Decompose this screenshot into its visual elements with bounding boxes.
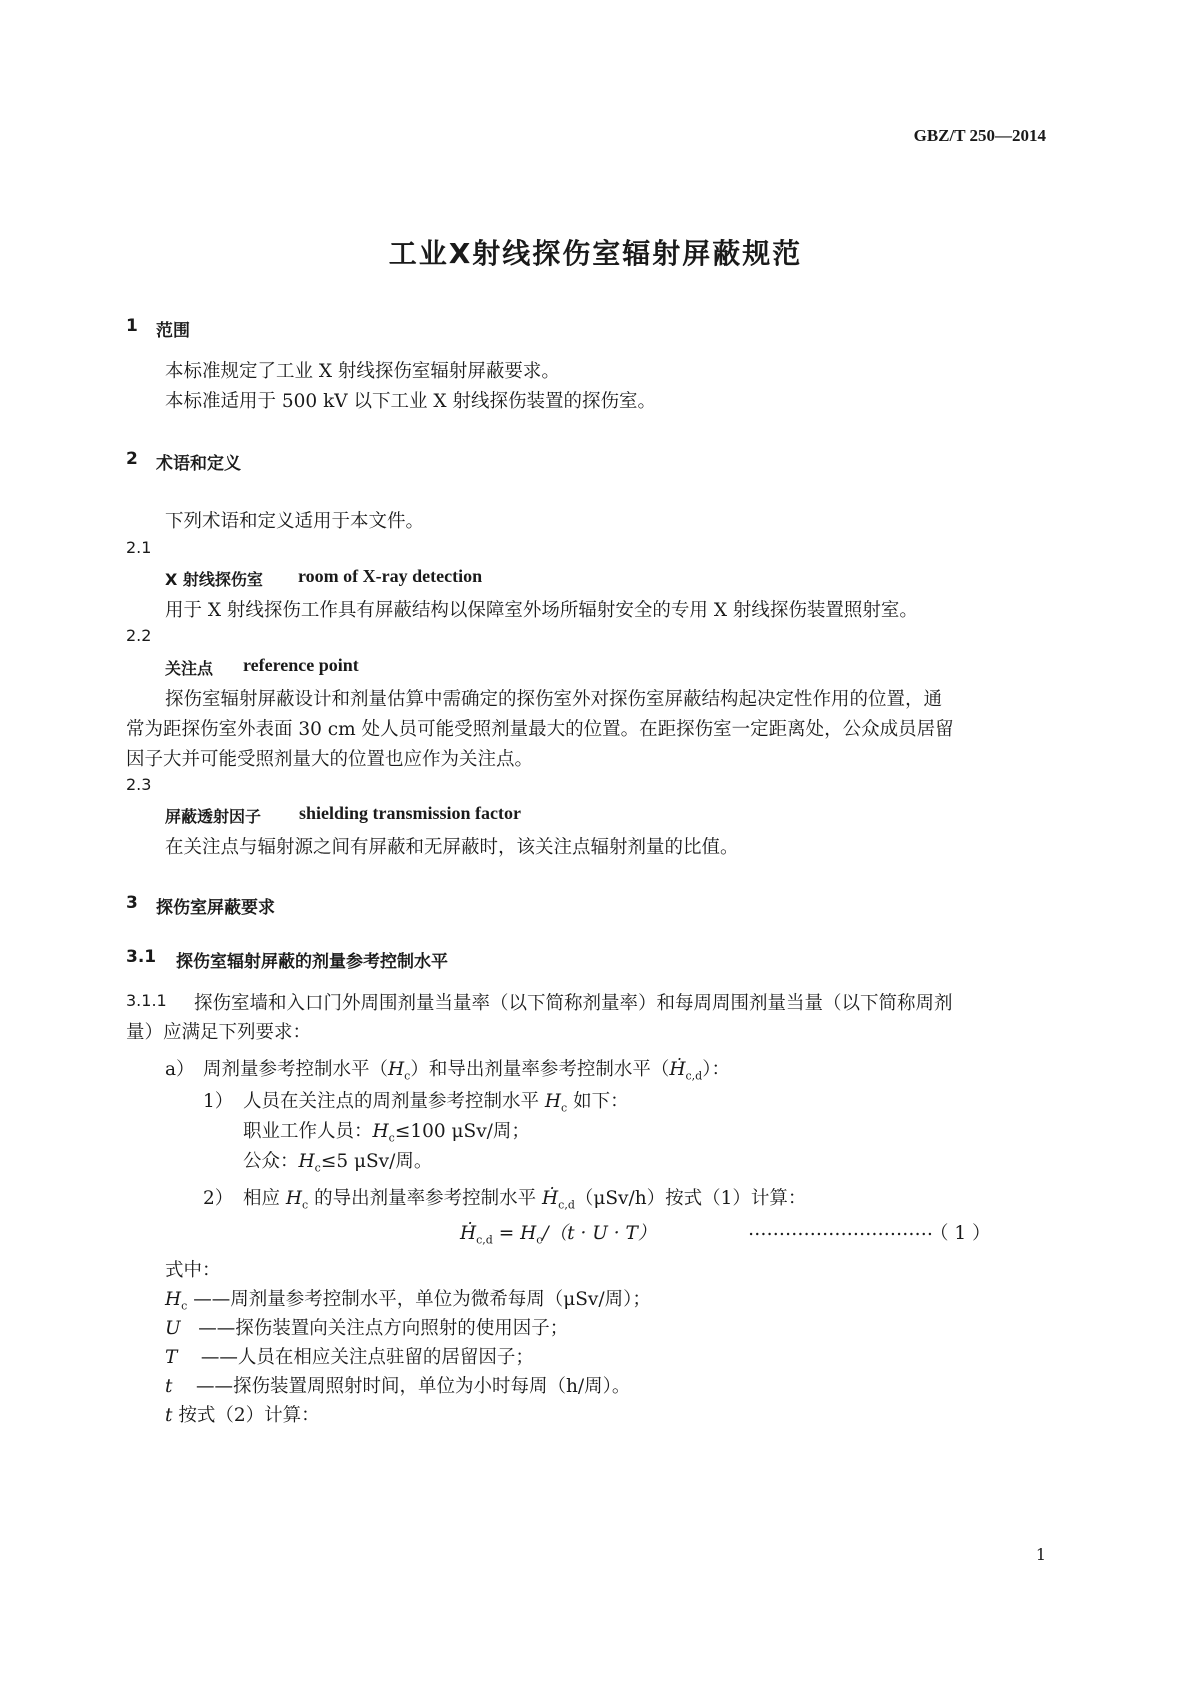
term-2-2-english: reference point bbox=[243, 655, 359, 675]
public-limit: 公众：$H_c\le 5$ μSv/周。 bbox=[243, 1151, 433, 1175]
term-2-3-number: 2.3 bbox=[126, 775, 152, 794]
section-1-paragraph-1: 本标准规定了工业 X 射线探伤室辐射屏蔽要求。 bbox=[165, 361, 560, 382]
section-3-number: 3 bbox=[126, 893, 138, 913]
t-calculation-note: t 按式（2）计算： bbox=[165, 1405, 320, 1426]
term-2-1-number: 2.1 bbox=[126, 538, 152, 557]
section-1-paragraph-2: 本标准适用于 500 kV 以下工业 X 射线探伤装置的探伤室。 bbox=[165, 391, 656, 412]
formula-1-leader-dots: ………………………… bbox=[748, 1219, 933, 1240]
term-2-3-chinese: 屏蔽透射因子 bbox=[165, 807, 262, 826]
item-1-label: 1） bbox=[203, 1091, 234, 1112]
formula-1-number: （ 1 ） bbox=[930, 1223, 991, 1244]
occupational-limit: 职业工作人员：$H_c\le 100$ μSv/周； bbox=[243, 1121, 530, 1145]
term-2-3-english: shielding transmission factor bbox=[299, 803, 522, 823]
section-2-intro: 下列术语和定义适用于本文件。 bbox=[165, 511, 425, 532]
clause-3-1-1-text-line-1: 探伤室墙和入口门外周围剂量当量率（以下简称剂量率）和每周周围剂量当量（以下简称周剂 bbox=[194, 993, 953, 1014]
term-2-2-definition-line-2: 常为距探伤室外表面 30 cm 处人员可能受照剂量最大的位置。在距探伤室一定距离处，公众成员居留 bbox=[126, 719, 954, 740]
section-3-1-number: 3.1 bbox=[126, 947, 157, 967]
variable-t-lower: t ——探伤装置周照射时间，单位为小时每周（h/周）。 bbox=[165, 1376, 631, 1397]
term-2-2-definition-line-1: 探伤室辐射屏蔽设计和剂量估算中需确定的探伤室外对探伤室屏蔽结构起决定性作用的位置，通 bbox=[165, 689, 943, 710]
section-3-heading: 探伤室屏蔽要求 bbox=[156, 898, 275, 918]
clause-3-1-1-text-line-2: 量）应满足下列要求： bbox=[126, 1022, 312, 1043]
variable-u: U ——探伤装置向关注点方向照射的使用因子； bbox=[165, 1318, 569, 1339]
clause-3-1-1-number: 3.1.1 bbox=[126, 991, 167, 1010]
variable-t-upper: T ——人员在相应关注点驻留的居留因子； bbox=[165, 1347, 534, 1368]
item-2-label: 2） bbox=[203, 1188, 234, 1209]
term-2-1-english: room of X-ray detection bbox=[298, 566, 483, 586]
variable-hc: $H_c$ ——周剂量参考控制水平，单位为微希每周（μSv/周）； bbox=[165, 1289, 651, 1313]
page-number: 1 bbox=[1035, 1545, 1046, 1564]
standard-code: GBZ/T 250—2014 bbox=[913, 126, 1046, 145]
item-1-text: 人员在关注点的周剂量参考控制水平 $H_c$ 如下： bbox=[243, 1091, 629, 1115]
section-1-heading: 范围 bbox=[156, 321, 190, 341]
formula-1: Ḣ$_{c,d}$ = $H_c/(t \cdot U \cdot T)$ bbox=[460, 1223, 657, 1247]
page-title: 工业X射线探伤室辐射屏蔽规范 bbox=[388, 237, 803, 270]
item-a-text: 周剂量参考控制水平$(H_c)$和导出剂量率参考控制水平（Ḣ$_{c,d}$）： bbox=[203, 1059, 730, 1083]
term-2-2-chinese: 关注点 bbox=[165, 659, 214, 678]
section-3-1-heading: 探伤室辐射屏蔽的剂量参考控制水平 bbox=[176, 952, 448, 972]
term-2-1-definition: 用于 X 射线探伤工作具有屏蔽结构以保障室外场所辐射安全的专用 X 射线探伤装置照射室。 bbox=[165, 600, 918, 621]
section-2-number: 2 bbox=[126, 449, 138, 469]
term-2-1-chinese: X 射线探伤室 bbox=[165, 570, 263, 589]
item-a-label: a） bbox=[165, 1059, 195, 1080]
where-label: 式中： bbox=[165, 1260, 221, 1281]
section-1-number: 1 bbox=[126, 316, 138, 336]
item-2-text: 相应 $H_c$ 的导出剂量率参考控制水平 Ḣ$_{c,d}$（μSv/h）按式（1）计算： bbox=[243, 1188, 807, 1212]
term-2-2-definition-line-3: 因子大并可能受照剂量大的位置也应作为关注点。 bbox=[126, 749, 534, 770]
term-2-2-number: 2.2 bbox=[126, 626, 152, 645]
section-2-heading: 术语和定义 bbox=[156, 454, 241, 474]
term-2-3-definition: 在关注点与辐射源之间有屏蔽和无屏蔽时，该关注点辐射剂量的比值。 bbox=[165, 837, 739, 858]
